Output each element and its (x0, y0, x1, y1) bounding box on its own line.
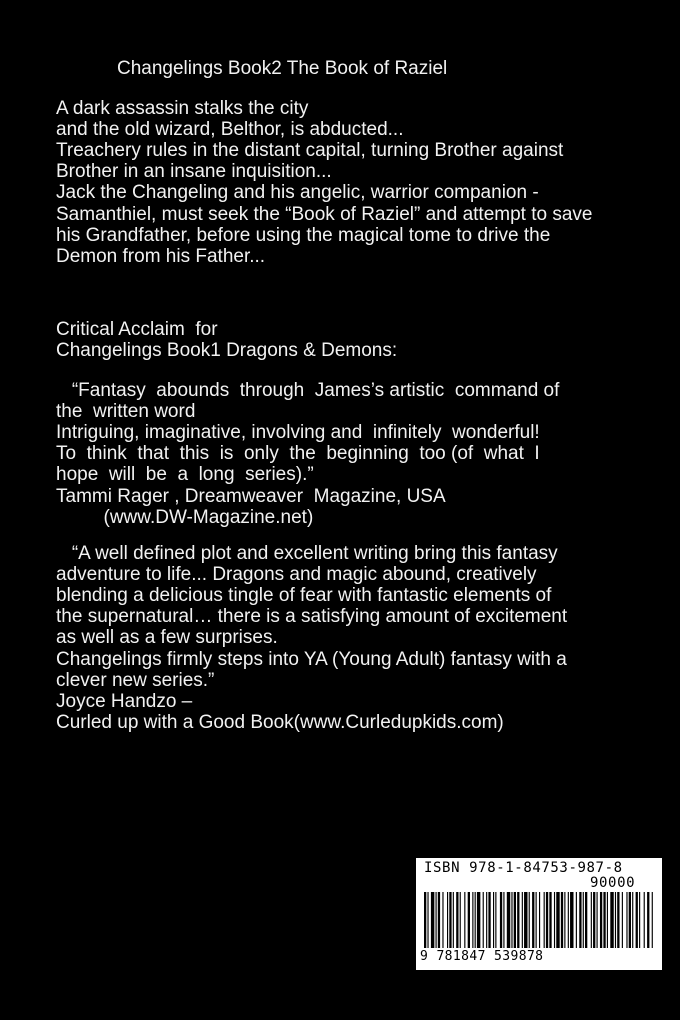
review2-line: as well as a few surprises. (56, 627, 278, 649)
barcode-bar (475, 892, 476, 948)
blurb-line: Treachery rules in the distant capital, turning Brother against (56, 140, 564, 162)
barcode-bar (579, 892, 581, 948)
barcode-bar (514, 892, 516, 948)
review2-line: clever new series.” (56, 669, 215, 691)
barcode-bar (632, 892, 633, 948)
barcode-bar (568, 892, 569, 948)
barcode-bar (636, 892, 638, 948)
review1-line: To think that this is only the beginning too (of what I (56, 443, 540, 465)
barcode-bar (607, 892, 608, 948)
ean-digits: 9 781847 539878 (420, 949, 544, 964)
barcode-bar (556, 892, 559, 948)
review2-line: Curled up with a Good Book(www.Curledupkids.com) (56, 711, 504, 733)
barcode-bar (591, 892, 592, 948)
barcode-bar (529, 892, 530, 948)
barcode-bar (511, 892, 512, 948)
barcode-bar (442, 892, 443, 948)
review2-line: “A well defined plot and excellent writing bring this fantasy (56, 543, 558, 564)
barcode-bar (647, 892, 649, 948)
barcode-bar (532, 892, 534, 948)
blurb-line: Demon from his Father... (56, 245, 266, 267)
barcode-bar (610, 892, 613, 948)
blurb-line: Brother in an insane inquisition... (56, 161, 332, 183)
review1-line: (www.DW-Magazine.net) (56, 506, 314, 528)
review2-line: Joyce Handzo – (56, 690, 193, 712)
barcode-bar (639, 892, 640, 948)
barcode-bar (554, 892, 555, 948)
blurb-line: Samanthiel, must seek the “Book of Raziel” and attempt to save (56, 203, 593, 225)
barcode-bar (503, 892, 504, 948)
barcode-bar (456, 892, 458, 948)
barcode-bar (453, 892, 454, 948)
barcode-bar (544, 892, 545, 948)
review1-line: the written word (56, 401, 196, 423)
barcode-bar (477, 892, 480, 948)
price-code: 90000 (590, 875, 636, 891)
barcode-bar (522, 892, 523, 948)
barcode-bar (449, 892, 451, 948)
barcode-bar (493, 892, 494, 948)
barcode-bar (600, 892, 602, 948)
barcode-bar (524, 892, 527, 948)
barcode-bar (464, 892, 465, 948)
barcode-bar (486, 892, 487, 948)
review1-line: Tammi Rager , Dreamweaver Magazine, USA (56, 485, 446, 507)
blurb-line: Jack the Changeling and his angelic, warrior companion - (56, 182, 539, 204)
isbn-label: ISBN 978-1-84753-987-8 (424, 860, 623, 876)
review1-line: “Fantasy abounds through James’s artistic command of (56, 380, 560, 401)
barcode-bar (576, 892, 577, 948)
barcode-bar (597, 892, 598, 948)
blurb-line: his Grandfather, before using the magical tome to drive the (56, 224, 551, 246)
barcode-bar (652, 892, 653, 948)
barcode-bar (593, 892, 595, 948)
barcode-bar (517, 892, 519, 948)
barcode-bar (507, 892, 510, 948)
barcode-bar (585, 892, 587, 948)
barcode-bar (622, 892, 623, 948)
barcode-bar (472, 892, 473, 948)
acclaim-line: Critical Acclaim for (56, 319, 218, 340)
barcode-bar (427, 892, 428, 948)
barcode-bar (546, 892, 548, 948)
book-title: Changelings Book2 The Book of Raziel (117, 58, 448, 79)
barcode-bar (570, 892, 573, 948)
barcode-bar (644, 892, 645, 948)
barcode-bar (629, 892, 631, 948)
barcode-bar (626, 892, 627, 948)
barcode-bar (500, 892, 502, 948)
barcode-bar (436, 892, 437, 948)
review2-line: the supernatural… there is a satisfying amount of excitement (56, 606, 568, 628)
barcode-bar (583, 892, 584, 948)
barcode-bar (447, 892, 448, 948)
review2-line: adventure to life... Dragons and magic abound, creatively (56, 564, 537, 586)
barcode-bar (424, 892, 426, 948)
barcode-bar (549, 892, 551, 948)
barcode-bar (615, 892, 616, 948)
blurb-line: A dark assassin stalks the city (56, 98, 309, 119)
review2-line: blending a delicious tingle of fear with fantastic elements of (56, 585, 552, 607)
barcode-bar (536, 892, 537, 948)
barcode-bar (495, 892, 496, 948)
blurb-line: and the old wizard, Belthor, is abducted... (56, 119, 404, 141)
barcode-bar (488, 892, 490, 948)
barcode-bar (483, 892, 484, 948)
barcode-bar (431, 892, 434, 948)
review2-line: Changelings firmly steps into YA (Young Adult) fantasy with a (56, 648, 567, 670)
acclaim-line: Changelings Book1 Dragons & Demons: (56, 340, 398, 362)
barcode-bar (468, 892, 470, 948)
barcode-bar (617, 892, 619, 948)
barcode-bar (561, 892, 563, 948)
barcode-bar (438, 892, 440, 948)
barcode-bar (539, 892, 540, 948)
review1-line: hope will be a long series).” (56, 464, 314, 486)
review1-line: Intriguing, imaginative, involving and infinitely wonderful! (56, 422, 540, 444)
isbn-barcode (416, 858, 662, 970)
barcode-bar (603, 892, 605, 948)
barcode-bar (564, 892, 565, 948)
barcode-bar (460, 892, 461, 948)
